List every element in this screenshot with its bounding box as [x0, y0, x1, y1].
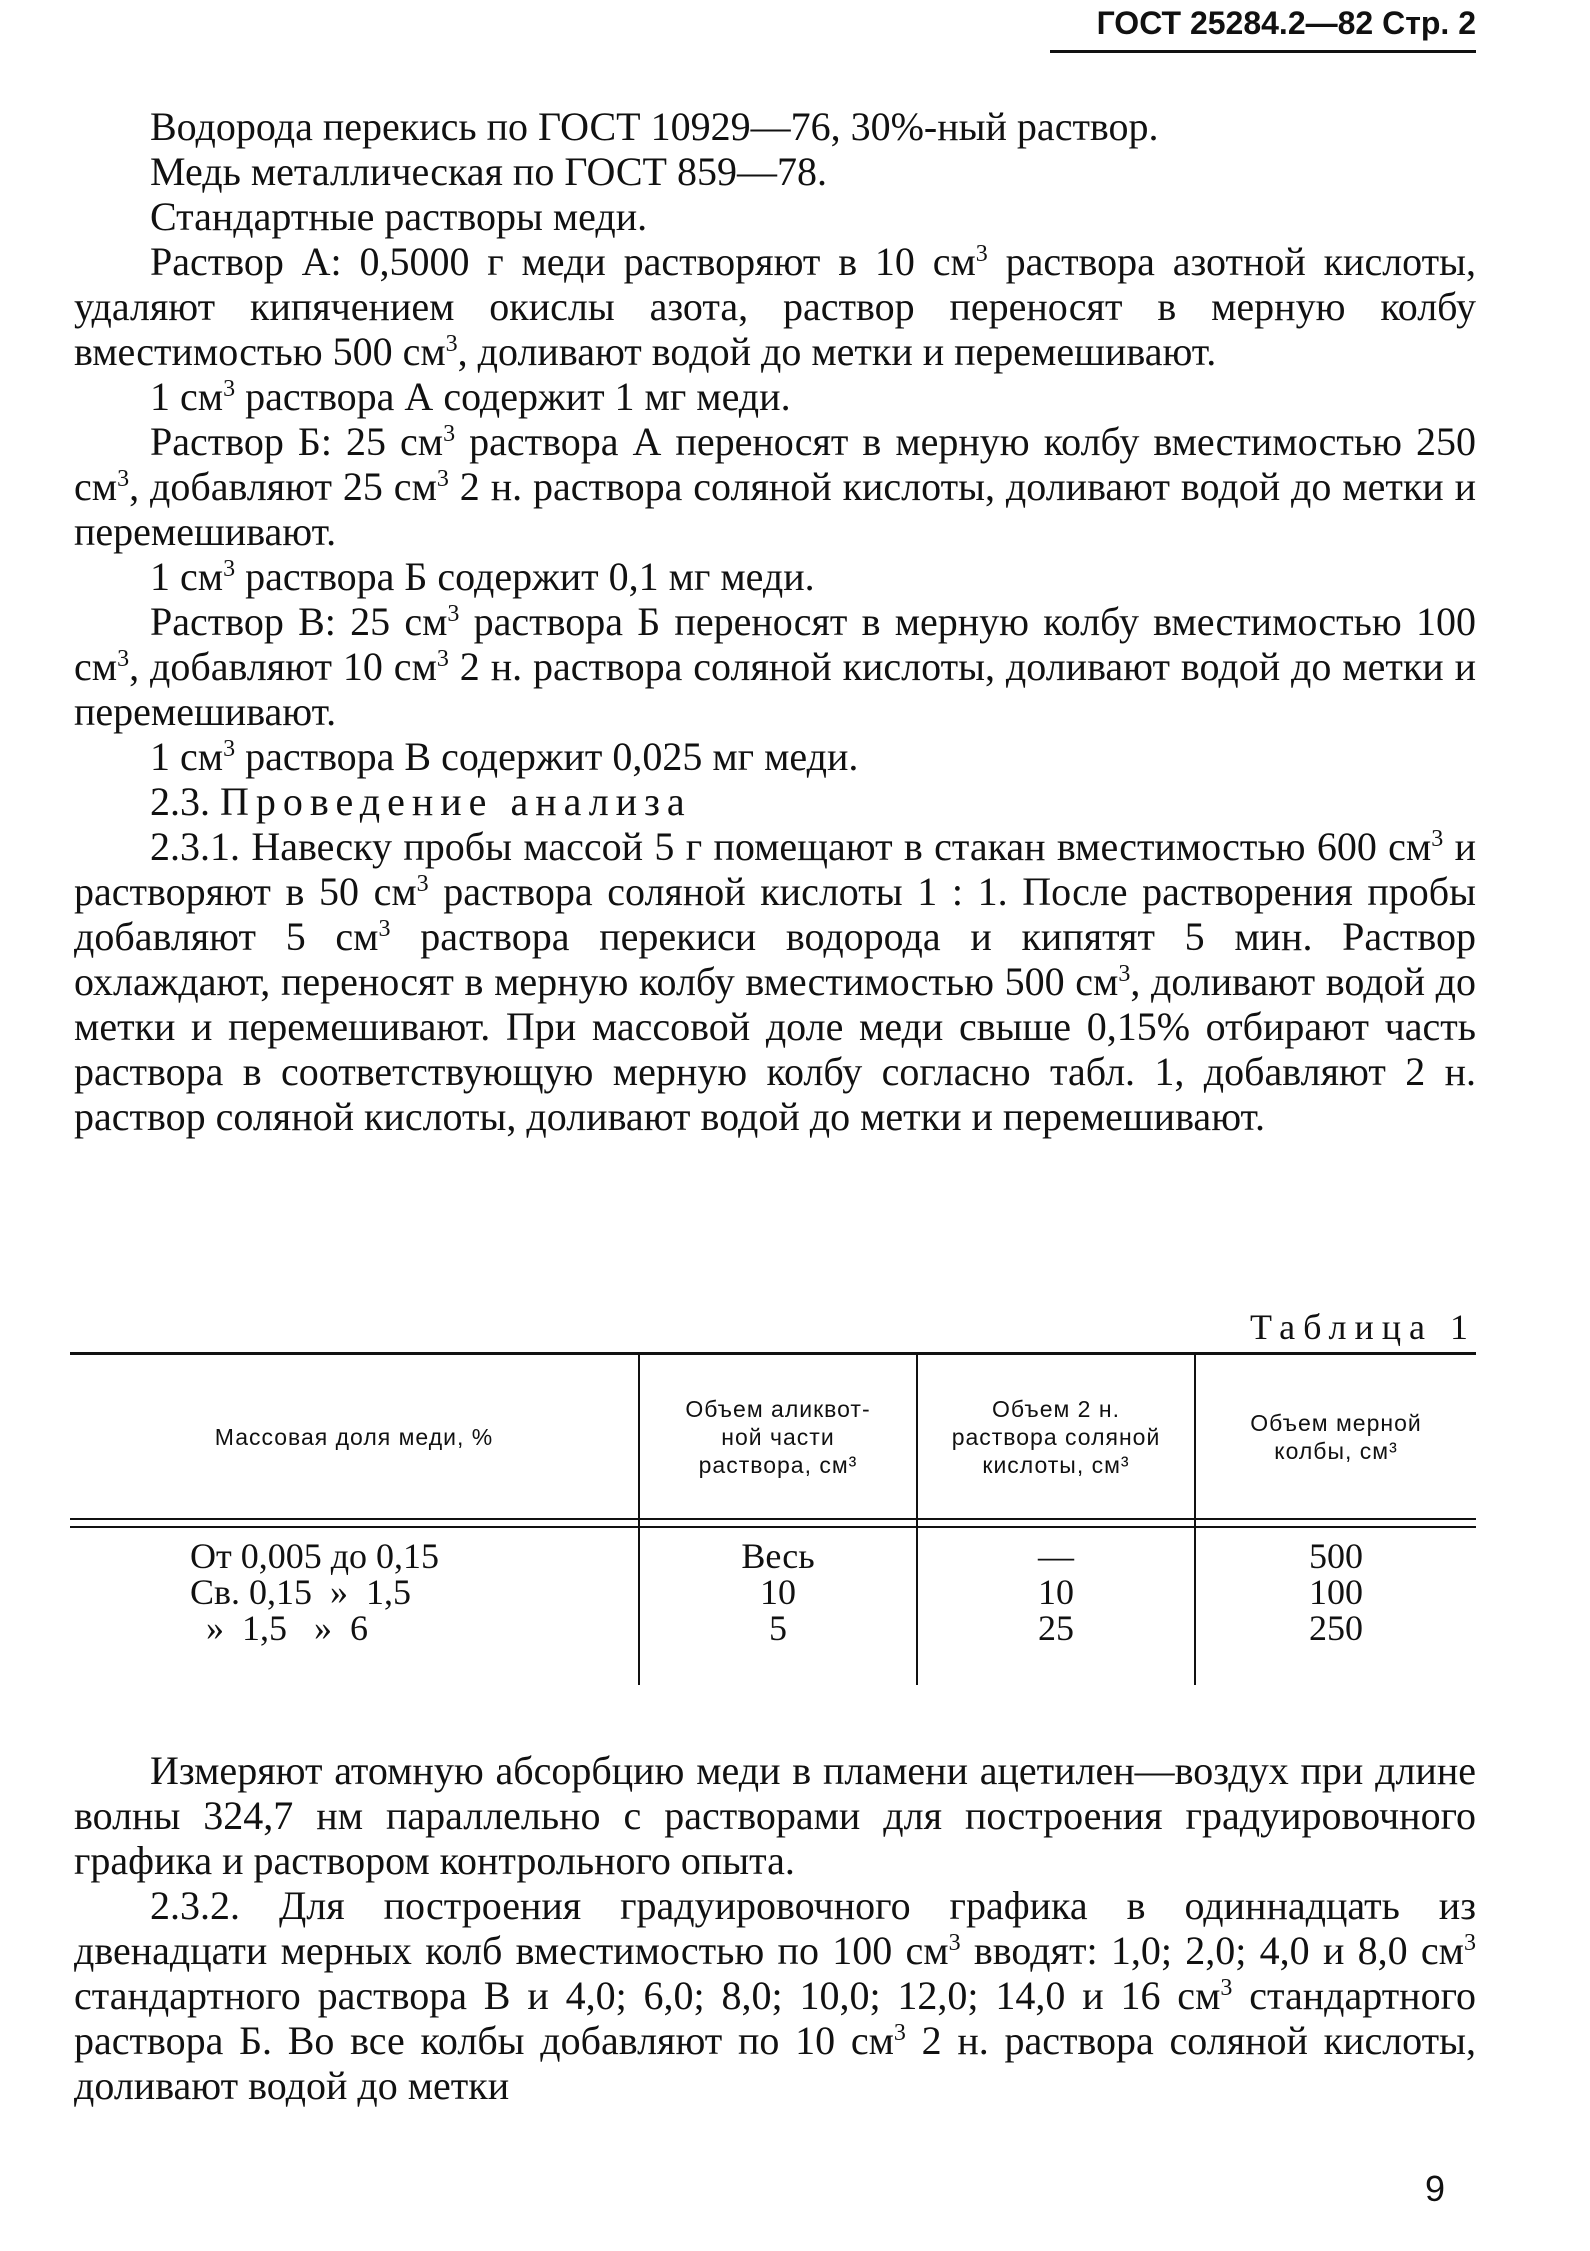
- column-acid-volume: [918, 1538, 1194, 1646]
- paragraph-calibration: 2.3.2. Для построения градуировочного графика в одиннадцать из двенадцати мерных колб вместимостью по 100 $см^3$ вводят: 1,0; 2,0; 4,0 и 8,0 $см^3$ стандартного раствора В и 4,0; 6,0; 8,0; 10,0; 12,0; 14,0 и 16 $см^3$ стандартного раствора Б. Во все колбы добавляют по 10 $см^3$ 2 н. раствора соляной кислоты, доливают водой до метки: [74, 1883, 1477, 2108]
- paragraph: 1 $см^3$ раствора Б содержит 0,1 мг меди.: [150, 554, 815, 599]
- paragraph-procedure: 2.3.1. Навеску пробы массой 5 г помещают в стакан вместимостью 600 $см^3$ и растворяют в 50 $см^3$ раствора соляной кислоты 1 : 1. После растворения пробы добавляют 5 $см^3$ раствора перекиси водорода и кипятят 5 мин. Раствор охлаждают, переносят в мерную колбу вместимостью 500 $см^3$, доливают водой до метки и перемешивают. При массовой доле меди свыше 0,15% отбирают часть раствора в соответствующую мерную колбу согласно табл. 1, добавляют 2 н. раствор соляной кислоты, доливают водой до метки и перемешивают.: [74, 824, 1476, 1139]
- column-header-aliquot: Объем аликвот- ной части раствора, см³: [685, 1395, 871, 1478]
- body-text-lower: [74, 1748, 1476, 2108]
- table-cell: 250: [1309, 1608, 1363, 1648]
- page-number: 9: [1424, 2168, 1446, 2209]
- table-cell: 10: [1038, 1572, 1074, 1612]
- table-cell: 500: [1309, 1536, 1363, 1576]
- column-mass-fraction: [190, 1538, 630, 1646]
- body-text-upper: [74, 104, 1476, 1139]
- table-cell: 10: [760, 1572, 796, 1612]
- column-flask-volume: [1196, 1538, 1476, 1646]
- paragraph: Стандартные растворы меди.: [150, 194, 648, 239]
- table-cell: 100: [1309, 1572, 1363, 1612]
- running-header: [1050, 0, 1476, 54]
- column-header-mass-fraction: Массовая доля меди, %: [214, 1423, 494, 1450]
- header-rule: [1050, 50, 1476, 53]
- column-aliquot: [640, 1538, 916, 1646]
- paragraph-solution-v: Раствор В: 25 $см^3$ раствора Б переносят в мерную колбу вместимостью 100 $см^3$, добавляют 10 $см^3$ 2 н. раствора соляной кислоты, доливают водой до метки и перемешивают.: [74, 599, 1477, 734]
- column-header-flask-volume: Объем мерной колбы, см³: [1250, 1409, 1422, 1464]
- data-table: [70, 1352, 1476, 1687]
- table-cell: » 1,5 » 6: [206, 1608, 368, 1648]
- paragraph-solution-b: Раствор Б: 25 $см^3$ раствора А переносят в мерную колбу вместимостью 250 $см^3$, добавляют 25 $см^3$ 2 н. раствора соляной кислоты, доливают водой до метки и перемешивают.: [74, 419, 1477, 554]
- document-reference: ГОСТ 25284.2—82 Стр. 2: [1096, 5, 1476, 41]
- paragraph: Медь металлическая по ГОСТ 859—78.: [150, 149, 827, 194]
- table-rule-header: [70, 1518, 1476, 1520]
- table-cell: Св. 0,15 » 1,5: [190, 1572, 412, 1612]
- table-caption: Таблица 1: [1250, 1307, 1476, 1347]
- table-cell: —: [1038, 1536, 1074, 1576]
- paragraph-solution-a: Раствор А: 0,5000 г меди растворяют в 10 $см^3$ раствора азотной кислоты, удаляют кипячением окислы азота, раствор переносят в мерную колбу вместимостью 500 $см^3$, доливают водой до метки и перемешивают.: [74, 239, 1476, 374]
- table-rule-header: [70, 1526, 1476, 1528]
- paragraph-measurement: Измеряют атомную абсорбцию меди в пламени ацетилен—воздух при длине волны 324,7 нм параллельно с растворами для построения градуировочного графика и раствором контрольного опыта.: [74, 1748, 1476, 1883]
- paragraph: Водорода перекись по ГОСТ 10929—76, 30%-ный раствор.: [150, 104, 1159, 149]
- table-cell: Весь: [741, 1536, 815, 1576]
- section-heading: 2.3. Проведение анализа: [150, 779, 692, 824]
- table-cell: От 0,005 до 0,15: [190, 1536, 440, 1576]
- table-cell: 5: [769, 1608, 787, 1648]
- column-header-acid-volume: Объем 2 н. раствора соляной кислоты, см³: [951, 1395, 1161, 1478]
- table-cell: 25: [1038, 1608, 1074, 1648]
- paragraph: 1 $см^3$ раствора В содержит 0,025 мг меди.: [150, 734, 859, 779]
- paragraph: 1 $см^3$ раствора А содержит 1 мг меди.: [150, 374, 791, 419]
